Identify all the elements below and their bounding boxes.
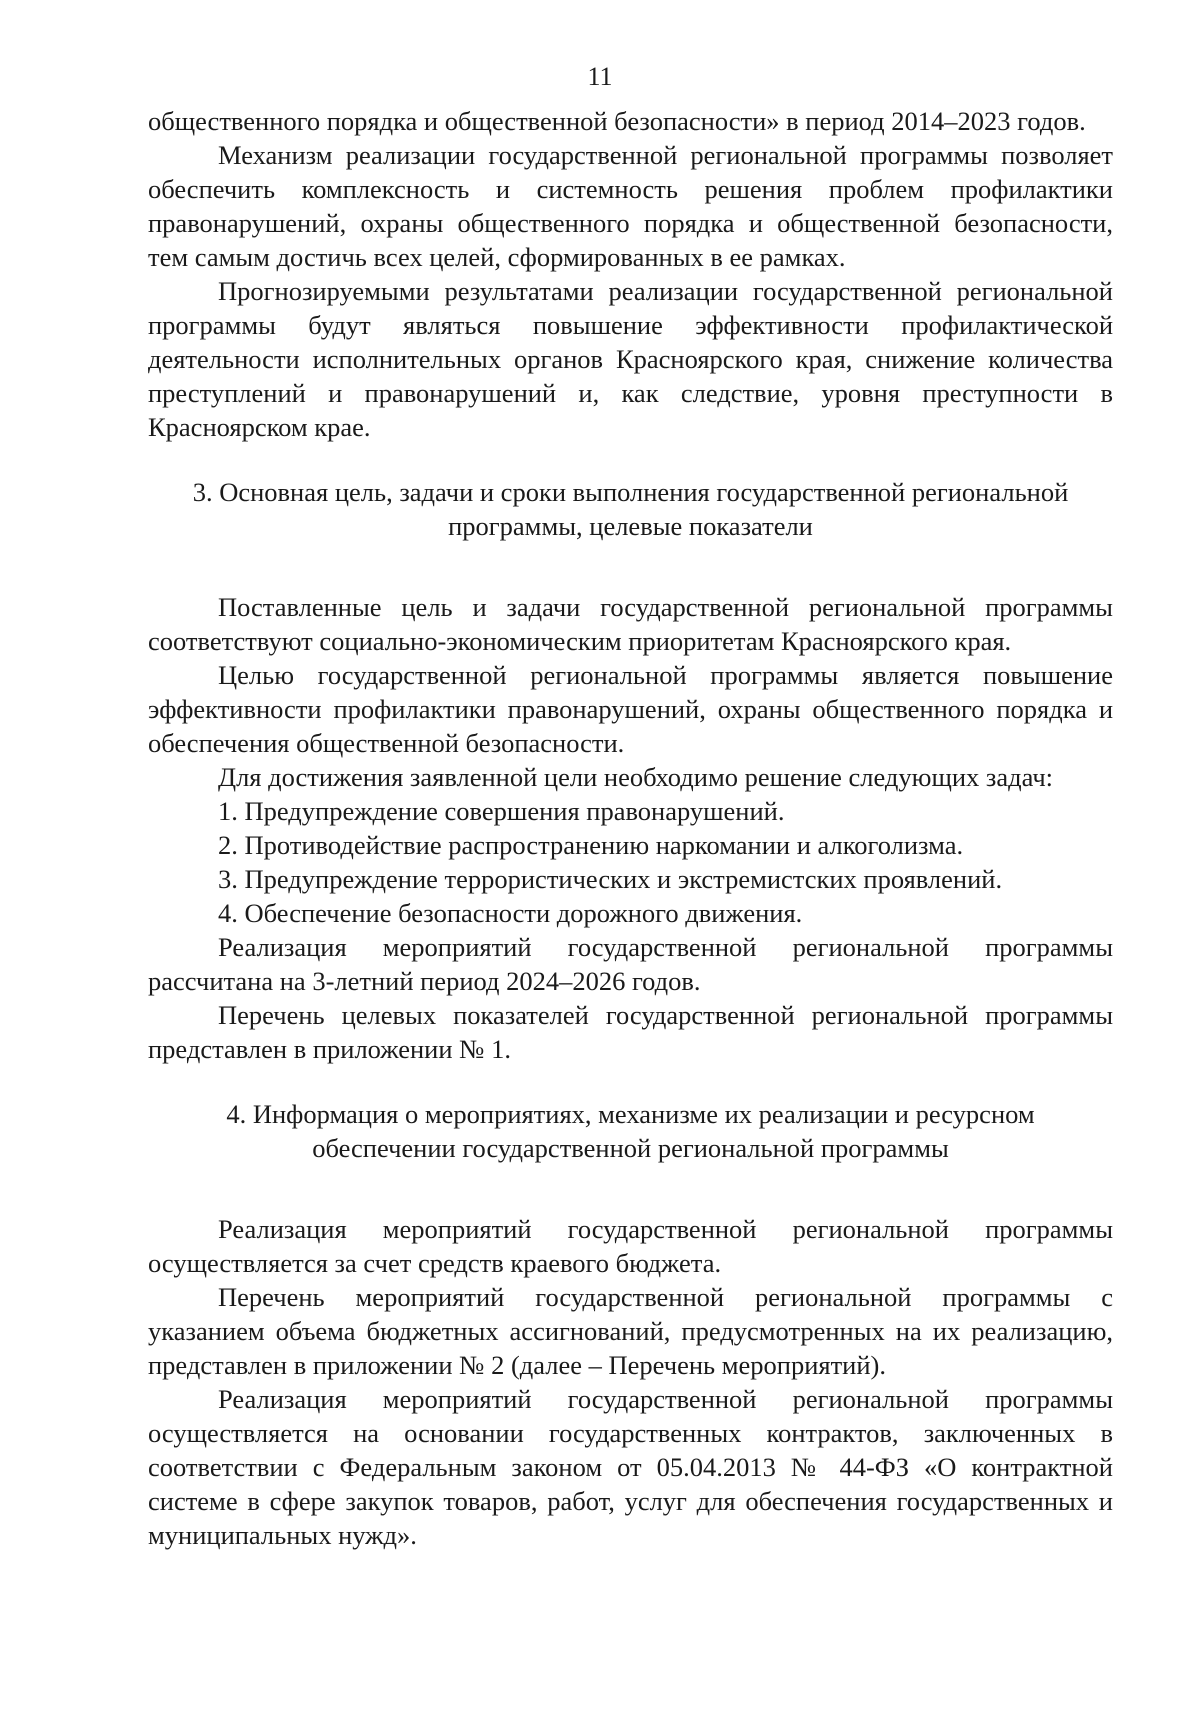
document-body bbox=[148, 104, 1113, 1552]
paragraph-mechanism: Механизм реализации государственной региональной программы позволяет обеспечить комплексность и системность решения проблем профилактики правонарушений, охраны общественного порядка и общественной безопасности, тем самым достичь всех целей, сформированных в ее рамках. bbox=[148, 140, 1113, 272]
paragraph-funding-source: Реализация мероприятий государственной региональной программы осуществляется за счет средств краевого бюджета. bbox=[148, 1214, 1113, 1278]
list-item-task-4: 4. Обеспечение безопасности дорожного движения. bbox=[218, 898, 803, 928]
section-4-heading-line-2: обеспечении государственной региональной программы bbox=[312, 1133, 949, 1163]
section-4-heading bbox=[148, 1097, 1113, 1165]
paragraph-tasks-intro: Для достижения заявленной цели необходимо решение следующих задач: bbox=[218, 762, 1054, 792]
paragraph-target-indicators: Перечень целевых показателей государственной региональной программы представлен в приложении № 1. bbox=[148, 1000, 1113, 1064]
list-item-task-2: 2. Противодействие распространению наркомании и алкоголизма. bbox=[218, 830, 964, 860]
list-item-task-3: 3. Предупреждение террористических и экстремистских проявлений. bbox=[218, 864, 1003, 894]
paragraph-measures-list: Перечень мероприятий государственной региональной программы с указанием объема бюджетных ассигнований, предусмотренных на их реализацию, представлен в приложении № 2 (далее – Перечень мероприятий). bbox=[148, 1282, 1113, 1380]
section-3-heading bbox=[148, 475, 1113, 543]
section-4-heading-line-1: 4. Информация о мероприятиях, механизме их реализации и ресурсном bbox=[226, 1099, 1035, 1129]
paragraph-state-contracts: Реализация мероприятий государственной региональной программы осуществляется на основании государственных контрактов, заключенных в соответствии с Федеральным законом от 05.04.2013 № 44-ФЗ «О контрактной системе в сфере закупок товаров, работ, услуг для обеспечения государственных и муниципальных нужд». bbox=[148, 1384, 1113, 1550]
section-3-heading-line-1: 3. Основная цель, задачи и сроки выполнения государственной региональной bbox=[192, 477, 1069, 507]
paragraph-expected-results: Прогнозируемыми результатами реализации государственной региональной программы будут являться повышение эффективности профилактической деятельности исполнительных органов Красноярского края, снижение количества преступлений и правонарушений и, как следствие, уровня преступности в Красноярском крае. bbox=[148, 276, 1113, 442]
list-item-task-1: 1. Предупреждение совершения правонарушений. bbox=[218, 796, 785, 826]
paragraph-continuation: общественного порядка и общественной безопасности» в период 2014–2023 годов. bbox=[148, 106, 1086, 136]
paragraph-goals-priorities: Поставленные цель и задачи государственной региональной программы соответствуют социально-экономическим приоритетам Красноярского края. bbox=[148, 592, 1113, 656]
paragraph-program-goal: Целью государственной региональной программы является повышение эффективности профилактики правонарушений, охраны общественного порядка и обеспечения общественной безопасности. bbox=[148, 660, 1113, 758]
page-number: 11 bbox=[587, 62, 613, 91]
paragraph-implementation-period: Реализация мероприятий государственной региональной программы рассчитана на 3-летний период 2024–2026 годов. bbox=[148, 932, 1113, 996]
section-3-heading-line-2: программы, целевые показатели bbox=[448, 511, 813, 541]
